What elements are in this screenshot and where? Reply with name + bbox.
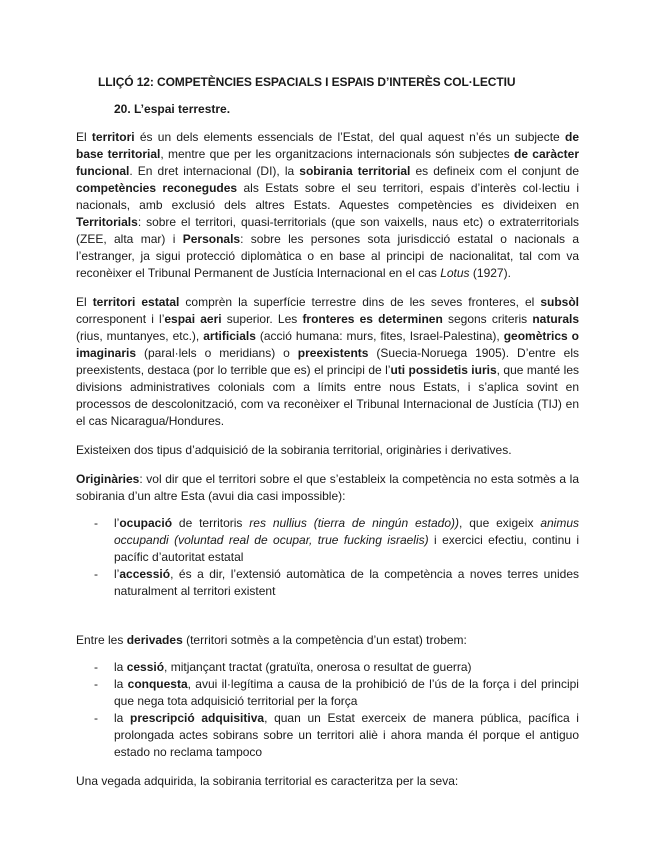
bold-term: Originàries [76,472,140,486]
bold-term: ocupació [119,516,173,530]
text-run: , que exigeix [459,516,541,530]
text-run: (1927). [469,266,511,280]
text-run: (Suecia-Noruega 1905). D’entre els preexistents, destaca (por lo terrible que es) el principi de l’ [76,346,580,377]
text-run: , avui il·legítima a causa de la prohibició de l’ús de la força i del principi que nega tota adquisició territorial per la força [114,677,579,708]
list-bullet: - [94,516,98,530]
paragraph-derivades [76,632,579,649]
text-run: (rius, muntanyes, etc.), [76,329,204,343]
bold-term: accessió [119,567,171,581]
text-run: superior. Les [221,312,303,326]
list-originaries [76,515,579,600]
paragraph-tipus-adquisicio [76,442,579,459]
bold-term: naturals [532,312,580,326]
bold-term: derivades [126,633,183,647]
text-run: Entre les [76,633,127,647]
list-item [76,566,579,600]
list-item [76,515,579,566]
bold-term: fronteres es determinen [302,312,443,326]
bold-term: territori [91,130,135,144]
text-run: la [114,660,127,674]
bold-term: de base territorial [76,130,579,161]
list-item [76,676,579,710]
text-run: la [114,711,131,725]
bold-term: subsòl [540,295,580,309]
text-run: . En dret internacional (DI), la [129,164,300,178]
paragraph-originaries [76,471,579,505]
bold-term: sobirania territorial [299,164,411,178]
italic-term: Lotus [440,266,470,280]
text-run: , que manté les divisions administratives colonials com a límits entre nous Estats, i s’aplica sovint en processos de descolonització, com va reconèixer el Tribunal Internacional de Justícia (TIJ) en el cas Nicaragua/Hondures. [76,363,579,428]
bold-term: preexistents [297,346,369,360]
text-run: és un dels elements essencials de l’Estat, del qual aquest n’és un subjecte [134,130,565,144]
bold-term: cessió [126,660,165,674]
list-bullet: - [94,660,98,674]
list-derivades [76,659,579,761]
list-item [76,659,579,676]
list-bullet: - [94,567,98,581]
italic-term: animus occupandi (voluntad real de ocupar, true fucking israelis) [114,516,580,547]
text-run: El [76,130,92,144]
text-run: , mentre que per les organitzacions internacionals són subjectes [160,147,514,161]
paragraph-territori [76,129,579,282]
text-run: i exercici efectiu, continu i pacífic d’autoritat estatal [114,533,580,564]
text-run: : sobre les persones sota jurisdicció estatal o nacionals a l’estranger, ja sigui protecció diplomàtica o en base al principi de nacionalitat, tal com va reconèixer el Tribunal Permanent de Justícia Internacional en el cas [76,232,579,280]
bold-term: geomètrics o imaginaris [76,329,579,360]
text-run: (territori sotmès a la competència d’un estat) trobem: [182,633,467,647]
bold-term: espai aeri [164,312,222,326]
bold-term: uti possidetis iuris [390,363,497,377]
text-run: l’ [114,567,120,581]
text-run: comprèn la superfície terrestre dins de les seves fronteres, el [179,295,541,309]
text-run: (acció humana: murs, fites, Israel-Palestina), [255,329,504,343]
text-run: l’ [114,516,120,530]
text-run: segons criteris [442,312,533,326]
section-heading: 20. L’espai terrestre. [114,102,231,116]
text-run: : sobre el territori, quasi-territorials (que son vaixells, naus etc) o extraterritorials (ZEE, alta mar) i [76,215,579,246]
page-title: LLIÇÓ 12: COMPETÈNCIES ESPACIALS I ESPAIS D’INTERÈS COL·LECTIU [98,75,516,89]
text-run: El [76,295,93,309]
text-run: , mitjançant tractat (gratuïta, onerosa o resultat de guerra) [164,660,472,674]
bold-term: Territorials [76,215,138,229]
text-run: , quan un Estat exerceix de manera pública, pacífica i prolongada actes sobirans sobre un territori aliè i ahora manda él porque el antiguo estado no reclama tampoco [114,711,579,759]
text-run: de territoris [172,516,250,530]
text-run: es defineix com el conjunt de [410,164,579,178]
text-run: Una vegada adquirida, la sobirania territorial es caracteritza per la seva: [76,774,459,788]
bold-term: territori estatal [92,295,180,309]
list-bullet: - [94,711,98,725]
bold-term: prescripció adquisitiva [130,711,265,725]
text-run: , és a dir, l’extensió automàtica de la competència a noves terres unides naturalment al territori existent [114,567,579,598]
paragraph-territori-estatal [76,294,579,430]
text-run: : vol dir que el territori sobre el que s’estableix la competència no esta sotmès a la sobirania d’un altre Esta (avui dia casi impossible): [76,472,579,503]
paragraph-caracteristiques [76,773,579,790]
text-run: als Estats sobre el seu territori, espais d’interès col·lectiu i nacionals, amb exclusió dels altres Estats. Aquestes competències es divideixen en [76,181,579,212]
text-run: corresponent i l’ [76,312,165,326]
bold-term: competències reconegudes [76,181,238,195]
text-run: (paral·lels o meridians) o [136,346,298,360]
text-run: la [114,677,128,691]
document-page [76,74,579,802]
bold-term: Personals [182,232,241,246]
bold-term: de caràcter funcional [76,147,580,178]
bold-term: conquesta [127,677,188,691]
italic-term: res nullius (tierra de ningún estado)) [249,516,460,530]
list-item [76,710,579,761]
bold-term: artificials [203,329,256,343]
list-bullet: - [94,677,98,691]
text-run: Existeixen dos tipus d’adquisició de la sobirania territorial, originàries i derivatives. [76,443,512,457]
spacer [76,612,579,632]
